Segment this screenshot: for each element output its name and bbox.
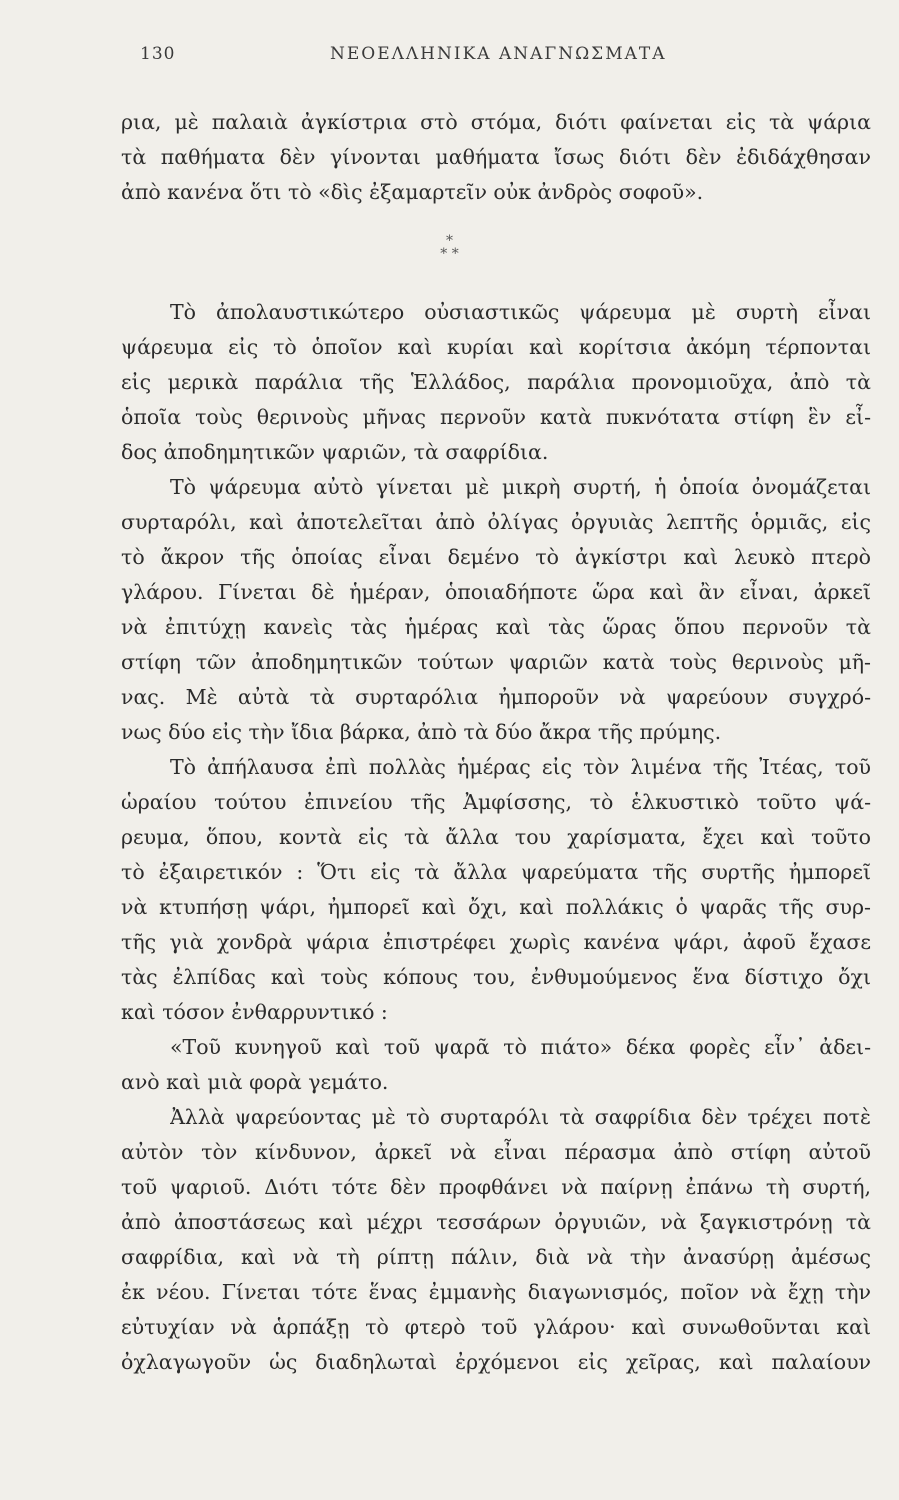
running-header bbox=[140, 44, 780, 74]
text-line: «Τοῦ κυνηγοῦ καὶ τοῦ ψαρᾶ τὸ πιάτο» δέκα φορὲς εἶν᾽ ἀδει- bbox=[170, 1035, 871, 1059]
text-line: Τὸ ψάρευμα αὐτὸ γίνεται μὲ μικρὴ συρτή, ἡ ὁποία ὀνομάζεται bbox=[170, 475, 871, 499]
text-line: τὰ παθήματα δὲν γίνονται μαθήματα ἴσως διότι δὲν ἐδιδάχθησαν bbox=[121, 145, 871, 169]
section-separator-bottom: * * bbox=[440, 246, 459, 262]
text-line: ἀπὸ ἀποστάσεως καὶ μέχρι τεσσάρων ὀργυιῶν, νὰ ξαγκιστρόνῃ τὰ bbox=[121, 1210, 871, 1234]
page-number: 130 bbox=[140, 44, 176, 64]
text-line: Τὸ ἀπολαυστικώτερο οὐσιαστικῶς ψάρευμα μὲ συρτὴ εἶναι bbox=[170, 300, 871, 324]
text-line: εἰς μερικὰ παράλια τῆς Ἑλλάδος, παράλια προνομιοῦχα, ἀπὸ τὰ bbox=[121, 370, 871, 394]
text-line: δος ἀποδημητικῶν ψαριῶν, τὰ σαφρίδια. bbox=[121, 440, 549, 464]
text-line: νως δύο εἰς τὴν ἴδια βάρκα, ἀπὸ τὰ δύο ἄκρα τῆς πρύμης. bbox=[121, 720, 722, 744]
text-line: τὰς ἐλπίδας καὶ τοὺς κόπους του, ἐνθυμούμενος ἕνα δίστιχο ὄχι bbox=[121, 965, 871, 989]
text-line: ὡραίου τούτου ἐπινείου τῆς Ἀμφίσσης, τὸ ἑλκυστικὸ τοῦτο ψά- bbox=[121, 790, 871, 814]
text-line: ἀπὸ κανένα ὅτι τὸ «δὶς ἐξαμαρτεῖν οὐκ ἀνδρὸς σοφοῦ». bbox=[121, 180, 704, 204]
text-line: τὸ ἐξαιρετικόν : Ὅτι εἰς τὰ ἄλλα ψαρεύματα τῆς συρτῆς ἠμπορεῖ bbox=[121, 860, 871, 884]
running-title: ΝΕΟΕΛΛΗΝΙΚΑ ΑΝΑΓΝΩΣΜΑΤΑ bbox=[330, 44, 667, 64]
text-line: νὰ κτυπήσῃ ψάρι, ἠμπορεῖ καὶ ὄχι, καὶ πολλάκις ὁ ψαρᾶς τῆς συρ- bbox=[121, 895, 871, 919]
text-line: ὀχλαγωγοῦν ὡς διαδηλωταὶ ἐρχόμενοι εἰς χεῖρας, καὶ παλαίουν bbox=[121, 1350, 871, 1374]
text-line: σαφρίδια, καὶ νὰ τὴ ρίπτῃ πάλιν, διὰ νὰ τὴν ἀνασύρῃ ἀμέσως bbox=[121, 1245, 871, 1269]
text-line: τοῦ ψαριοῦ. Διότι τότε δὲν προφθάνει νὰ παίρνῃ ἐπάνω τὴ συρτή, bbox=[121, 1175, 871, 1199]
text-line: γλάρου. Γίνεται δὲ ἡμέραν, ὁποιαδήποτε ὥρα καὶ ἂν εἶναι, ἀρκεῖ bbox=[121, 580, 871, 604]
text-line: τὸ ἄκρον τῆς ὁποίας εἶναι δεμένο τὸ ἀγκίστρι καὶ λευκὸ πτερὸ bbox=[121, 545, 871, 569]
text-line: αὐτὸν τὸν κίνδυνον, ἀρκεῖ νὰ εἶναι πέρασμα ἀπὸ στίφη αὐτοῦ bbox=[121, 1140, 871, 1164]
text-line: ρια, μὲ παλαιὰ ἀγκίστρια στὸ στόμα, διότι φαίνεται εἰς τὰ ψάρια bbox=[121, 110, 871, 134]
text-line: ρευμα, ὅπου, κοντὰ εἰς τὰ ἄλλα του χαρίσματα, ἔχει καὶ τοῦτο bbox=[121, 825, 871, 849]
text-line: στίφη τῶν ἀποδημητικῶν τούτων ψαριῶν κατὰ τοὺς θερινοὺς μῆ- bbox=[121, 650, 871, 674]
text-line: ὁποῖα τοὺς θερινοὺς μῆνας περνοῦν κατὰ πυκνότατα στίφη ἓν εἶ- bbox=[121, 405, 871, 429]
section-separator-top: * bbox=[446, 233, 453, 249]
text-line: νὰ ἐπιτύχῃ κανεὶς τὰς ἡμέρας καὶ τὰς ὥρας ὅπου περνοῦν τὰ bbox=[121, 615, 871, 639]
text-line: ψάρευμα εἰς τὸ ὁποῖον καὶ κυρίαι καὶ κορίτσια ἀκόμη τέρπονται bbox=[121, 335, 871, 359]
text-line: ανὸ καὶ μιὰ φορὰ γεμάτο. bbox=[121, 1070, 389, 1094]
text-line: Ἀλλὰ ψαρεύοντας μὲ τὸ συρταρόλι τὰ σαφρίδια δὲν τρέχει ποτὲ bbox=[170, 1105, 871, 1129]
text-line: νας. Μὲ αὐτὰ τὰ συρταρόλια ἠμποροῦν νὰ ψαρεύουν συγχρό- bbox=[121, 685, 871, 709]
text-line: συρταρόλι, καὶ ἀποτελεῖται ἀπὸ ὀλίγας ὀργυιὰς λεπτῆς ὁρμιᾶς, εἰς bbox=[121, 510, 871, 534]
text-line: τῆς γιὰ χονδρὰ ψάρια ἐπιστρέφει χωρὶς κανένα ψάρι, ἀφοῦ ἔχασε bbox=[121, 930, 871, 954]
text-line: καὶ τόσον ἐνθαρρυντικό : bbox=[121, 1000, 388, 1024]
text-line: Τὸ ἀπήλαυσα ἐπὶ πολλὰς ἡμέρας εἰς τὸν λιμένα τῆς Ἰτέας, τοῦ bbox=[170, 755, 871, 779]
text-line: ἐκ νέου. Γίνεται τότε ἕνας ἐμμανὴς διαγωνισμός, ποῖον νὰ ἔχῃ τὴν bbox=[121, 1280, 871, 1304]
text-line: εὐτυχίαν νὰ ἁρπάξῃ τὸ φτερὸ τοῦ γλάρου· καὶ συνωθοῦνται καὶ bbox=[121, 1315, 871, 1339]
